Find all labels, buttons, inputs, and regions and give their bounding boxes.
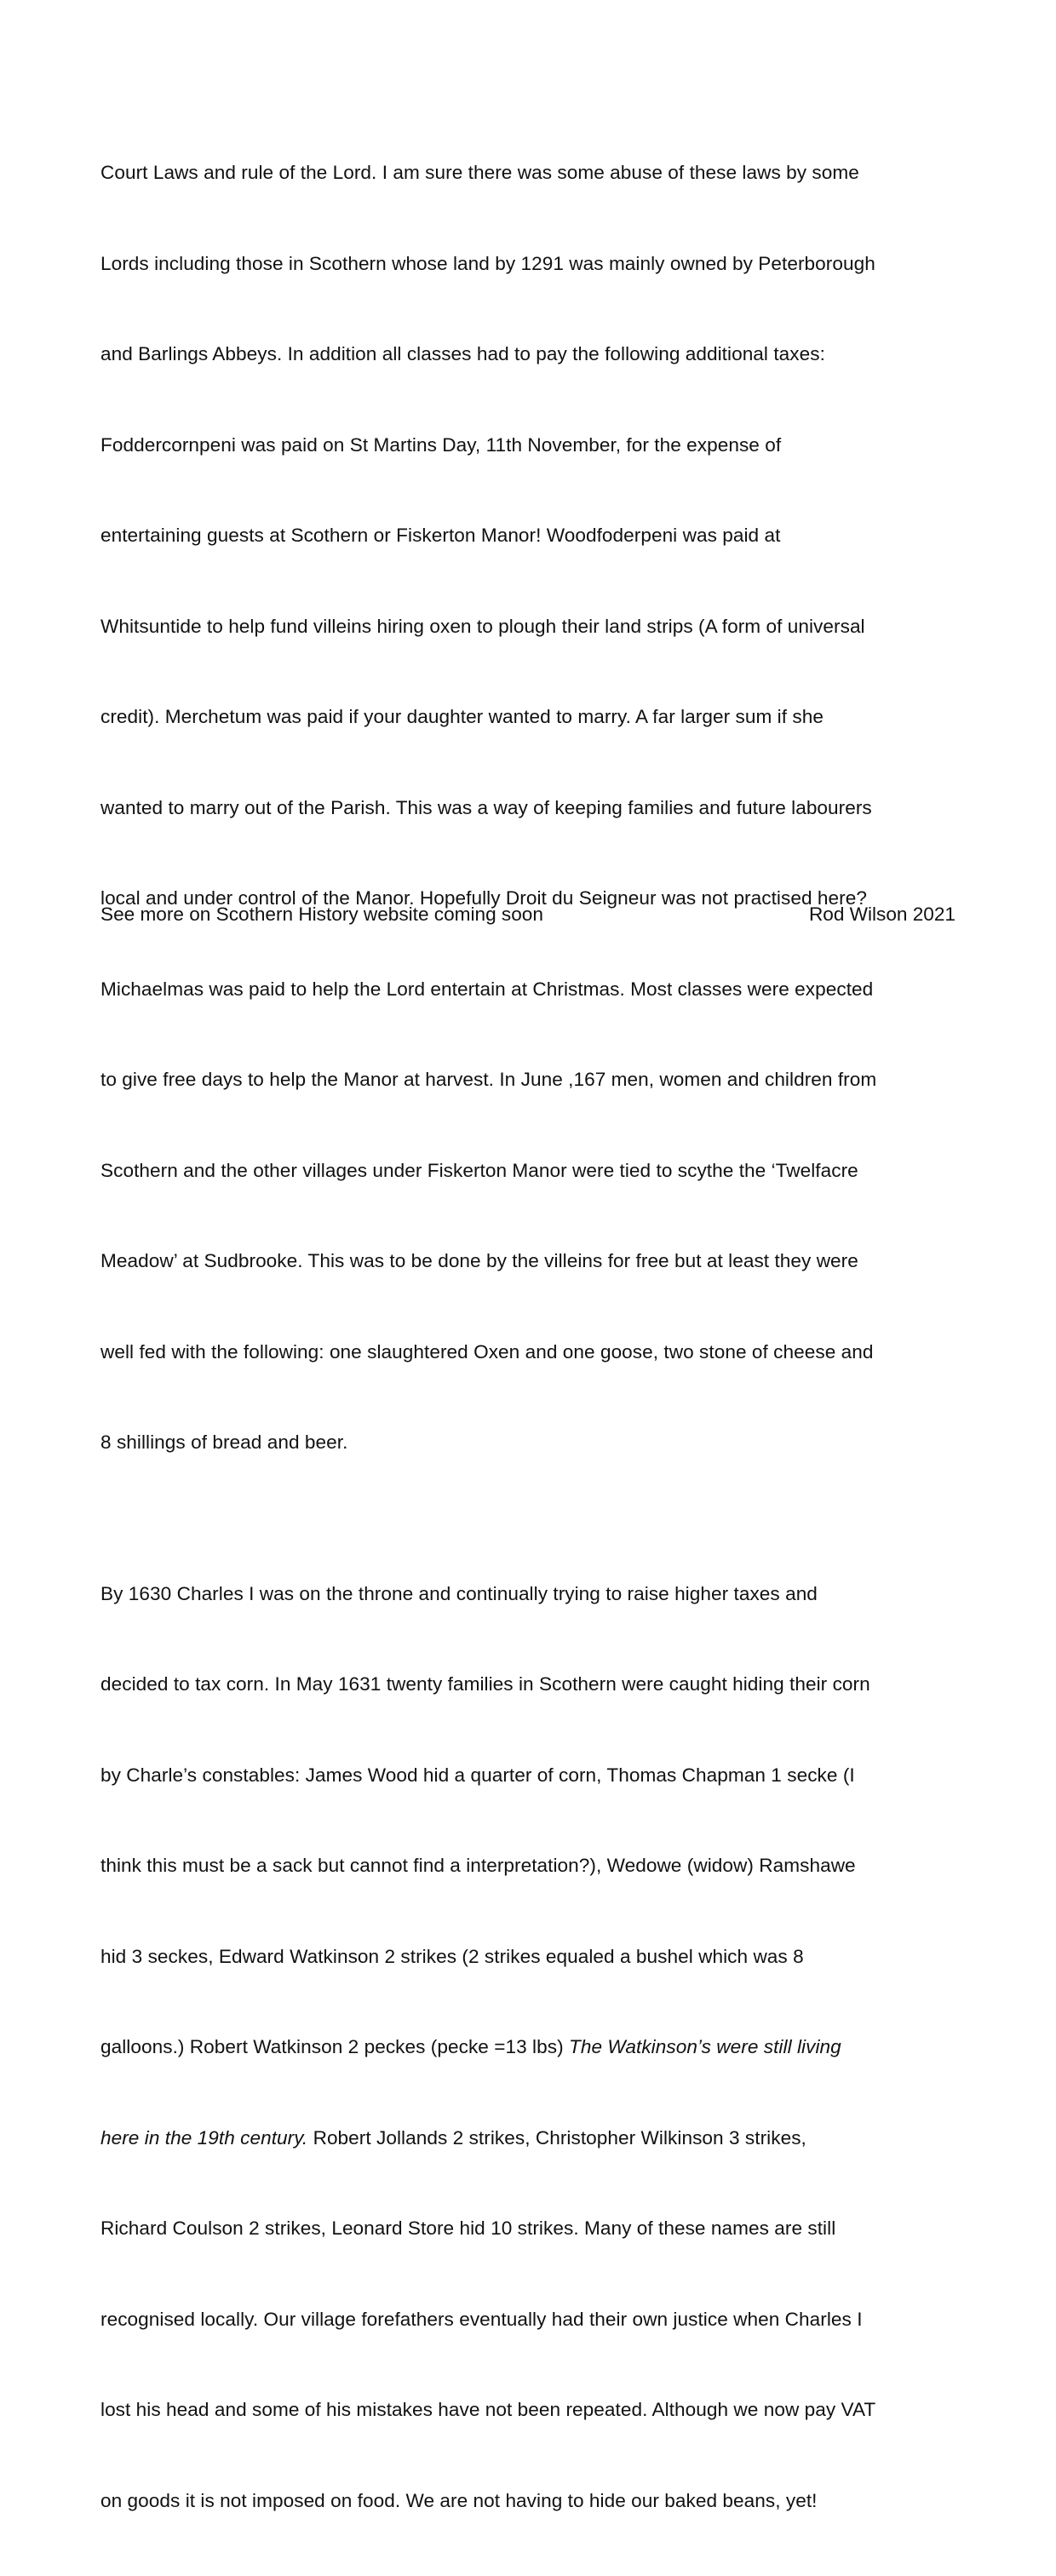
text-line: lost his head and some of his mistakes have not been repeated. Although we now pay VAT bbox=[100, 2395, 962, 2425]
text-line: well fed with the following: one slaughtered Oxen and one goose, two stone of cheese and bbox=[100, 1337, 962, 1368]
text-run: galloons.) Robert Watkinson 2 peckes (pecke =13 lbs) bbox=[100, 2036, 569, 2057]
text-line: Foddercornpeni was paid on St Martins Day, 11th November, for the expense of bbox=[100, 430, 962, 461]
text-line: wanted to marry out of the Parish. This was a way of keeping families and future labourers bbox=[100, 793, 962, 823]
text-run: Robert Jollands 2 strikes, Christopher Wilkinson 3 strikes, bbox=[307, 2127, 806, 2149]
text-line: By 1630 Charles I was on the throne and continually trying to raise higher taxes and bbox=[100, 1579, 962, 1609]
text-line: credit). Merchetum was paid if your daughter wanted to marry. A far larger sum if she bbox=[100, 702, 962, 732]
text-line: local and under control of the Manor. Hopefully Droit du Seigneur was not practised here? bbox=[100, 883, 962, 914]
text-line: think this must be a sack but cannot find a interpretation?), Wedowe (widow) Ramshawe bbox=[100, 1850, 962, 1881]
text-line: decided to tax corn. In May 1631 twenty families in Scothern were caught hiding their corn bbox=[100, 1669, 962, 1700]
italic-note: The Watkinson’s were still living bbox=[569, 2036, 841, 2057]
text-line: hid 3 seckes, Edward Watkinson 2 strikes (2 strikes equaled a bushel which was 8 bbox=[100, 1942, 962, 1972]
text-line: Michaelmas was paid to help the Lord entertain at Christmas. Most classes were expected bbox=[100, 974, 962, 1005]
text-line bbox=[100, 2123, 962, 2154]
text-line bbox=[100, 2032, 962, 2063]
author-credit: Rod Wilson 2021 bbox=[809, 899, 956, 930]
website-note: See more on Scothern History website coming soon bbox=[100, 899, 543, 930]
text-line: and Barlings Abbeys. In addition all classes had to pay the following additional taxes: bbox=[100, 339, 962, 370]
text-line: by Charle’s constables: James Wood hid a quarter of corn, Thomas Chapman 1 secke (I bbox=[100, 1760, 962, 1791]
article-body bbox=[100, 97, 962, 2576]
text-line: Scothern and the other villages under Fiskerton Manor were tied to scythe the ‘Twelfacre bbox=[100, 1156, 962, 1186]
text-line: to give free days to help the Manor at harvest. In June ,167 men, women and children from bbox=[100, 1064, 962, 1095]
italic-note: here in the 19th century. bbox=[100, 2127, 307, 2149]
paragraph-taxes bbox=[100, 97, 962, 1518]
text-line: Meadow’ at Sudbrooke. This was to be done by the villeins for free but at least they were bbox=[100, 1246, 962, 1277]
text-line: recognised locally. Our village forefathers eventually had their own justice when Charles I bbox=[100, 2304, 962, 2335]
text-line: Richard Coulson 2 strikes, Leonard Store hid 10 strikes. Many of these names are still bbox=[100, 2213, 962, 2244]
text-line: 8 shillings of bread and beer. bbox=[100, 1427, 962, 1458]
text-line: Lords including those in Scothern whose land by 1291 was mainly owned by Peterborough bbox=[100, 249, 962, 279]
text-line: entertaining guests at Scothern or Fiskerton Manor! Woodfoderpeni was paid at bbox=[100, 520, 962, 551]
text-line: Whitsuntide to help fund villeins hiring oxen to plough their land strips (A form of universal bbox=[100, 611, 962, 642]
paragraph-charles-corn-tax bbox=[100, 1518, 962, 2576]
text-line: on goods it is not imposed on food. We are not having to hide our baked beans, yet! bbox=[100, 2486, 962, 2516]
text-line: Court Laws and rule of the Lord. I am sure there was some abuse of these laws by some bbox=[100, 158, 962, 188]
